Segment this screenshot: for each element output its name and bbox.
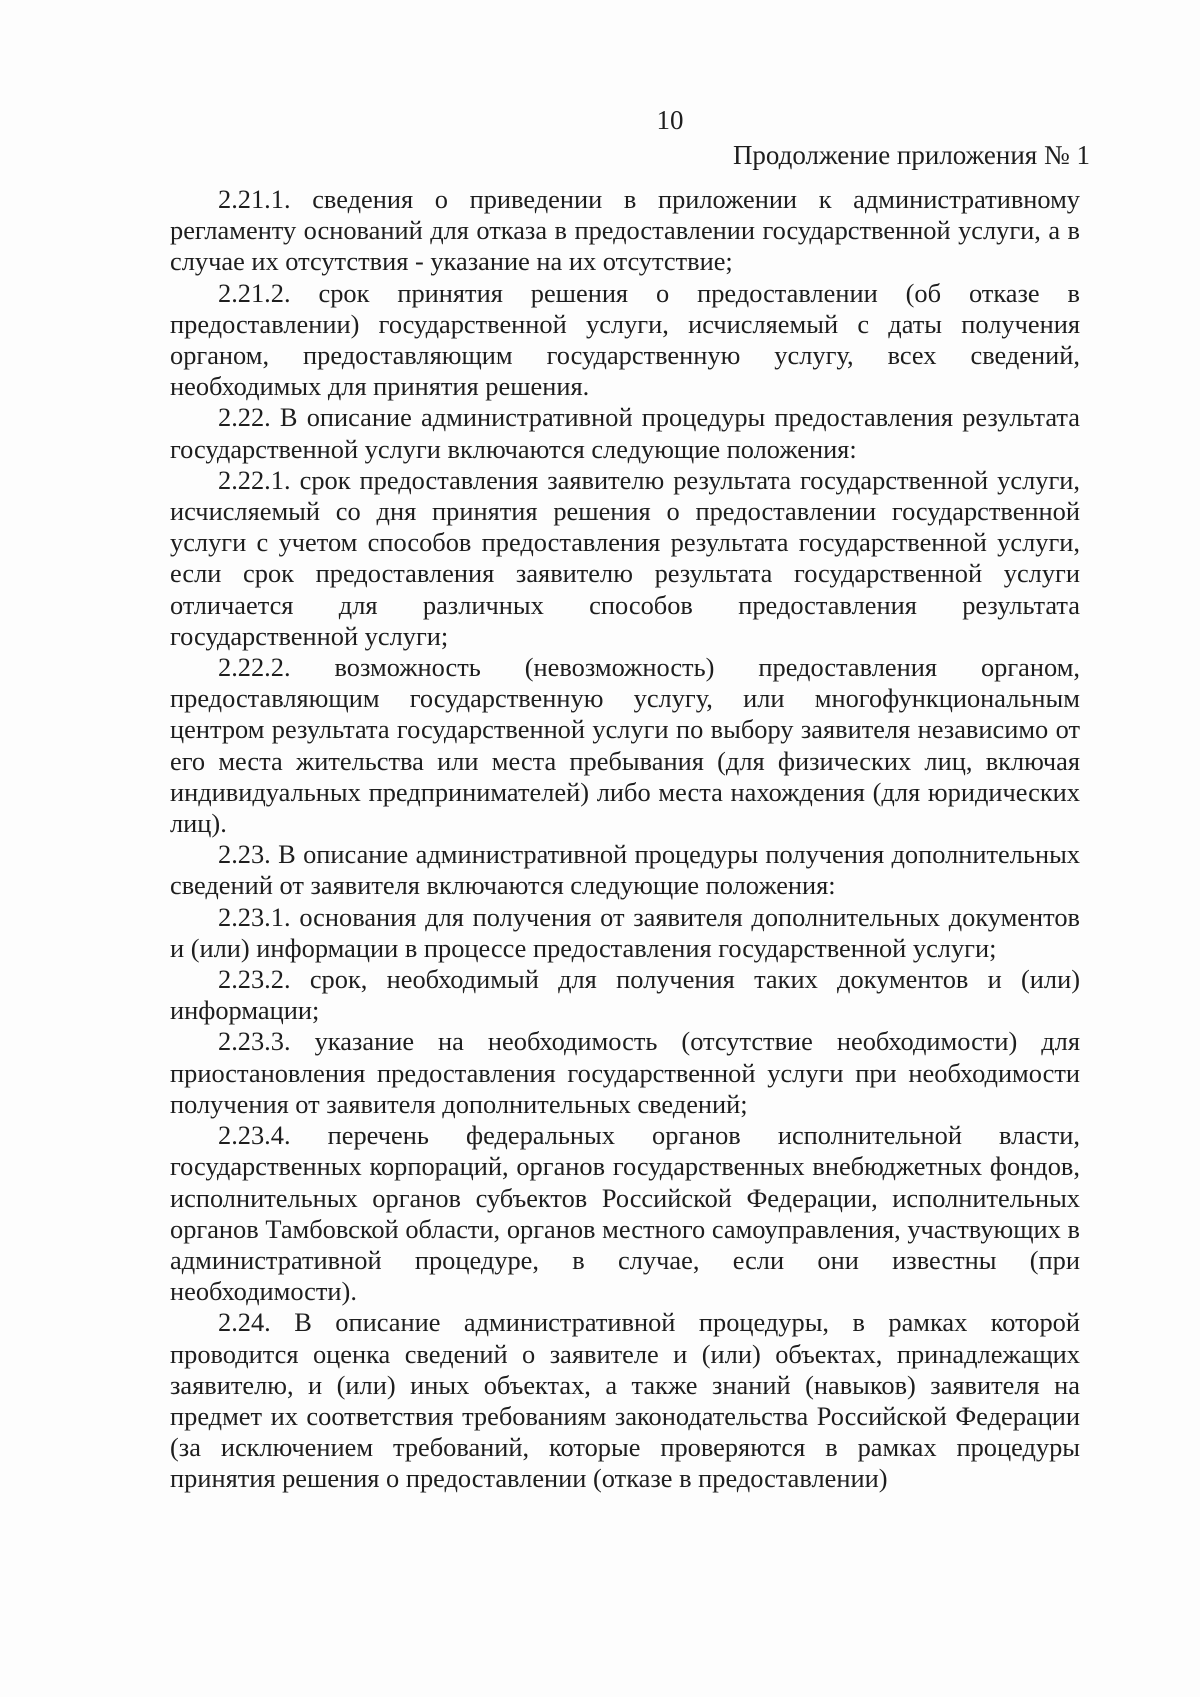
document-body (170, 184, 1080, 1495)
paragraph-2-24: 2.24. В описание административной процедуры, в рамках которой проводится оценка сведений о заявителе и (или) объектах, принадлежащих заявителю, и (или) иных объектах, а также знаний (навыков) заявителя на предмет их соответствия требованиям законодательства Российской Федерации (за исключением требований, которые проверяются в рамках процедуры принятия решения о предоставлении (отказе в предоставлении) (170, 1307, 1080, 1494)
paragraph-2-22: 2.22. В описание административной процедуры предоставления результата государственной услуги включаются следующие положения: (170, 402, 1080, 464)
paragraph-2-23-4: 2.23.4. перечень федеральных органов исполнительной власти, государственных корпораций, органов государственных внебюджетных фондов, исполнительных органов субъектов Российской Федерации, исполнительных органов Тамбовской области, органов местного самоуправления, участвующих в административной процедуре, в случае, если они известны (при необходимости). (170, 1120, 1080, 1307)
paragraph-2-23-1: 2.23.1. основания для получения от заявителя дополнительных документов и (или) информации в процессе предоставления государственной услуги; (170, 901, 1080, 963)
paragraph-2-23-3: 2.23.3. указание на необходимость (отсутствие необходимости) для приостановления предоставления государственной услуги при необходимости получения от заявителя дополнительных сведений; (170, 1026, 1080, 1119)
paragraph-2-21-1: 2.21.1. сведения о приведении в приложении к административному регламенту оснований для отказа в предоставлении государственной услуги, а в случае их отсутствия - указание на их отсутствие; (170, 184, 1080, 277)
paragraph-2-22-2: 2.22.2. возможность (невозможность) предоставления органом, предоставляющим государственную услугу, или многофункциональным центром результата государственной услуги по выбору заявителя независимо от его места жительства или места пребывания (для физических лиц, включая индивидуальных предпринимателей) либо места нахождения (для юридических лиц). (170, 652, 1080, 839)
paragraph-2-23: 2.23. В описание административной процедуры получения дополнительных сведений от заявителя включаются следующие положения: (170, 839, 1080, 901)
paragraph-2-23-2: 2.23.2. срок, необходимый для получения таких документов и (или) информации; (170, 964, 1080, 1026)
appendix-continuation-header: Продолжение приложения № 1 (732, 140, 1090, 170)
paragraph-2-22-1: 2.22.1. срок предоставления заявителю результата государственной услуги, исчисляемый со дня принятия решения о предоставлении государственной услуги с учетом способов предоставления результата государственной услуги, если срок предоставления заявителю результата государственной услуги отличается для различных способов предоставления результата государственной услуги; (170, 464, 1080, 651)
paragraph-2-21-2: 2.21.2. срок принятия решения о предоставлении (об отказе в предоставлении) государственной услуги, исчисляемый с даты получения органом, предоставляющим государственную услугу, всех сведений, необходимых для принятия решения. (170, 277, 1080, 402)
page-number: 10 (656, 105, 684, 135)
